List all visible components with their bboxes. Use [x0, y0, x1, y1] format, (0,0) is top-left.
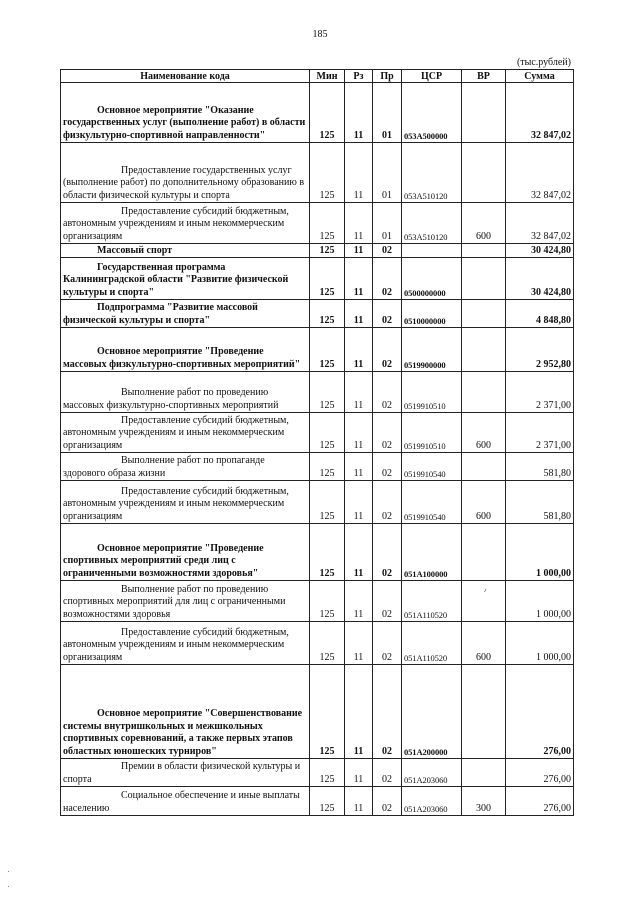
cell-name: Предоставление субсидий бюджетным, автономным учреждениям и иным некоммерческим организациям [61, 203, 310, 244]
cell-csr: 0519910510 [402, 372, 462, 413]
header-min: Мин [310, 70, 345, 83]
cell-sum: 276,00 [506, 759, 574, 787]
cell-csr [402, 244, 462, 258]
cell-sum: 276,00 [506, 665, 574, 759]
cell-min: 125 [310, 453, 345, 481]
cell-min: 125 [310, 328, 345, 372]
table-row [61, 622, 574, 665]
cell-vr [462, 244, 506, 258]
table-row [61, 258, 574, 300]
cell-sum: 30 424,80 [506, 258, 574, 300]
table-row [61, 203, 574, 244]
cell-pr: 01 [373, 203, 402, 244]
table-row [61, 581, 574, 622]
cell-name: Государственная программа Калининградской области "Развитие физической культуры и спорта" [61, 258, 310, 300]
cell-sum: 32 847,02 [506, 143, 574, 203]
cell-sum: 2 952,80 [506, 328, 574, 372]
cell-vr [462, 453, 506, 481]
cell-vr: 300 [462, 787, 506, 816]
table-row [61, 665, 574, 759]
cell-vr [462, 258, 506, 300]
cell-min: 125 [310, 83, 345, 143]
cell-min: 125 [310, 581, 345, 622]
header-vr: ВР [462, 70, 506, 83]
cell-name: Основное мероприятие "Совершенствование системы внутришкольных и межшкольных спортивных соревнований, а также первых этапов областных юношеских турниров" [61, 665, 310, 759]
cell-sum: 4 848,80 [506, 300, 574, 328]
header-csr: ЦСР [402, 70, 462, 83]
cell-pr: 02 [373, 453, 402, 481]
budget-table [60, 69, 574, 816]
cell-rz: 11 [345, 581, 373, 622]
cell-name: Подпрограмма "Развитие массовой физической культуры и спорта" [61, 300, 310, 328]
cell-sum: 32 847,02 [506, 83, 574, 143]
table-row [61, 481, 574, 524]
table-body [61, 83, 574, 816]
cell-min: 125 [310, 524, 345, 581]
scan-speck [8, 871, 9, 872]
cell-min: 125 [310, 244, 345, 258]
cell-sum: 2 371,00 [506, 413, 574, 453]
table-row [61, 300, 574, 328]
cell-min: 125 [310, 143, 345, 203]
cell-rz: 11 [345, 203, 373, 244]
cell-vr [462, 372, 506, 413]
scan-mark: ٫ [484, 585, 487, 593]
cell-csr: 0500000000 [402, 258, 462, 300]
cell-rz: 11 [345, 759, 373, 787]
cell-rz: 11 [345, 258, 373, 300]
cell-vr: 600 [462, 481, 506, 524]
cell-name: Основное мероприятие "Проведение массовых физкультурно-спортивных мероприятий" [61, 328, 310, 372]
cell-rz: 11 [345, 372, 373, 413]
header-sum: Сумма [506, 70, 574, 83]
cell-pr: 02 [373, 244, 402, 258]
cell-name: Предоставление государственных услуг (выполнение работ) по дополнительному образованию в области физической культуры и спорта [61, 143, 310, 203]
cell-rz: 11 [345, 143, 373, 203]
cell-name: Предоставление субсидий бюджетным, автономным учреждениям и иным некоммерческим организациям [61, 481, 310, 524]
cell-vr [462, 524, 506, 581]
cell-name: Социальное обеспечение и иные выплаты населению [61, 787, 310, 816]
header-rz: Рз [345, 70, 373, 83]
cell-min: 125 [310, 481, 345, 524]
cell-rz: 11 [345, 622, 373, 665]
cell-min: 125 [310, 300, 345, 328]
table-row [61, 453, 574, 481]
cell-rz: 11 [345, 481, 373, 524]
units-label: (тыс.рублей) [516, 57, 571, 68]
cell-csr: 053A510120 [402, 203, 462, 244]
cell-pr: 02 [373, 665, 402, 759]
cell-rz: 11 [345, 328, 373, 372]
cell-sum: 30 424,80 [506, 244, 574, 258]
cell-vr: 600 [462, 413, 506, 453]
cell-csr: 053A510120 [402, 143, 462, 203]
cell-min: 125 [310, 665, 345, 759]
table-row [61, 787, 574, 816]
cell-rz: 11 [345, 244, 373, 258]
cell-sum: 276,00 [506, 787, 574, 816]
cell-rz: 11 [345, 413, 373, 453]
cell-pr: 02 [373, 524, 402, 581]
cell-pr: 02 [373, 413, 402, 453]
cell-vr [462, 328, 506, 372]
cell-sum: 581,80 [506, 481, 574, 524]
cell-pr: 01 [373, 143, 402, 203]
cell-rz: 11 [345, 300, 373, 328]
cell-csr: 0519910540 [402, 481, 462, 524]
header-row [61, 70, 574, 83]
cell-rz: 11 [345, 787, 373, 816]
cell-pr: 02 [373, 581, 402, 622]
cell-pr: 02 [373, 300, 402, 328]
cell-rz: 11 [345, 83, 373, 143]
cell-name: Массовый спорт [61, 244, 310, 258]
cell-min: 125 [310, 759, 345, 787]
page-number: 185 [312, 29, 328, 40]
table-row [61, 143, 574, 203]
cell-vr [462, 300, 506, 328]
cell-vr [462, 143, 506, 203]
cell-vr [462, 83, 506, 143]
cell-name: Основное мероприятие "Проведение спортивных мероприятий среди лиц с ограниченными возможностями здоровья" [61, 524, 310, 581]
cell-vr: 600 [462, 203, 506, 244]
cell-vr [462, 759, 506, 787]
table-row [61, 759, 574, 787]
cell-csr: 0519910510 [402, 413, 462, 453]
cell-min: 125 [310, 372, 345, 413]
cell-name: Основное мероприятие "Оказание государственных услуг (выполнение работ) в области физкультурно-спортивной направленности" [61, 83, 310, 143]
cell-pr: 02 [373, 258, 402, 300]
cell-min: 125 [310, 622, 345, 665]
cell-csr: 0519900000 [402, 328, 462, 372]
cell-pr: 02 [373, 759, 402, 787]
cell-pr: 02 [373, 481, 402, 524]
cell-name: Предоставление субсидий бюджетным, автономным учреждениям и иным некоммерческим организациям [61, 622, 310, 665]
cell-vr: 600 [462, 622, 506, 665]
table-row [61, 328, 574, 372]
cell-name: Выполнение работ по проведению массовых физкультурно-спортивных мероприятий [61, 372, 310, 413]
cell-name: Выполнение работ по пропаганде здорового образа жизни [61, 453, 310, 481]
cell-sum: 1 000,00 [506, 524, 574, 581]
cell-vr [462, 665, 506, 759]
cell-sum: 1 000,00 [506, 581, 574, 622]
cell-pr: 02 [373, 622, 402, 665]
cell-rz: 11 [345, 524, 373, 581]
cell-min: 125 [310, 413, 345, 453]
cell-csr: 051A203060 [402, 759, 462, 787]
cell-min: 125 [310, 258, 345, 300]
cell-pr: 01 [373, 83, 402, 143]
cell-csr: 051A110520 [402, 622, 462, 665]
header-pr: Пр [373, 70, 402, 83]
cell-csr: 051A200000 [402, 665, 462, 759]
cell-name: Предоставление субсидий бюджетным, автономным учреждениям и иным некоммерческим организациям [61, 413, 310, 453]
table-row [61, 372, 574, 413]
cell-csr: 0519910540 [402, 453, 462, 481]
cell-name: Премии в области физической культуры и спорта [61, 759, 310, 787]
cell-sum: 2 371,00 [506, 372, 574, 413]
cell-rz: 11 [345, 453, 373, 481]
cell-sum: 581,80 [506, 453, 574, 481]
header-name: Наименование кода [61, 70, 310, 83]
cell-rz: 11 [345, 665, 373, 759]
cell-pr: 02 [373, 787, 402, 816]
cell-sum: 32 847,02 [506, 203, 574, 244]
cell-pr: 02 [373, 372, 402, 413]
table-row [61, 524, 574, 581]
cell-min: 125 [310, 787, 345, 816]
table-row [61, 244, 574, 258]
scan-speck [8, 886, 9, 887]
table-row [61, 83, 574, 143]
cell-csr: 051A203060 [402, 787, 462, 816]
cell-pr: 02 [373, 328, 402, 372]
table-row [61, 413, 574, 453]
cell-csr: 0510000000 [402, 300, 462, 328]
cell-csr: 051A100000 [402, 524, 462, 581]
cell-sum: 1 000,00 [506, 622, 574, 665]
cell-csr: 051A110520 [402, 581, 462, 622]
cell-name: Выполнение работ по проведению спортивных мероприятий для лиц с ограниченными возможностями здоровья [61, 581, 310, 622]
cell-min: 125 [310, 203, 345, 244]
cell-csr: 053A500000 [402, 83, 462, 143]
